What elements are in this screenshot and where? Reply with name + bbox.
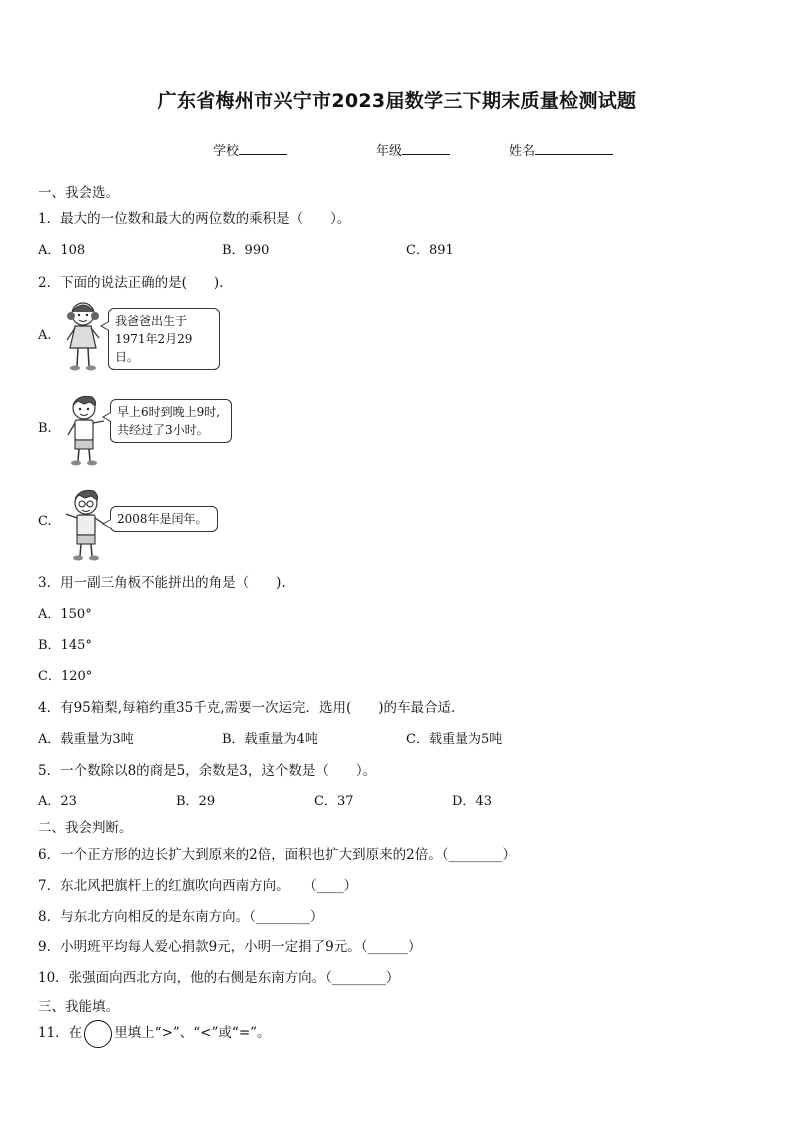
bubble-c-line-1: 2008年是闰年。	[117, 512, 208, 526]
section-heading-2: 二、我会判断。	[38, 820, 133, 836]
q3-option-c[interactable]: C．120°	[38, 669, 93, 684]
q5-option-a[interactable]: A．23	[38, 794, 77, 809]
question-8[interactable]: 8．与东北方向相反的是东南方向。（________）	[38, 909, 324, 925]
question-6[interactable]: 6．一个正方形的边长扩大到原来的2倍，面积也扩大到原来的2倍。（________）	[38, 847, 517, 863]
school-blank[interactable]	[239, 142, 287, 155]
q1-option-a[interactable]: A．108	[38, 243, 86, 258]
q4-option-b[interactable]: B．载重量为4吨	[222, 732, 318, 747]
grade-field	[376, 140, 450, 159]
bubble-a-line-1: 我爸爸出生于	[115, 314, 188, 328]
girl-cartoon-icon	[62, 298, 104, 374]
q2-option-c-speech-bubble	[110, 506, 218, 532]
comparison-circle-blank[interactable]	[84, 1020, 112, 1048]
grade-label: 年级	[376, 144, 403, 159]
q2-option-a-speech-bubble	[108, 308, 220, 370]
section-heading-3: 三、我能填。	[38, 999, 119, 1015]
q3-option-a[interactable]: A．150°	[38, 607, 92, 622]
q5-option-d[interactable]: D．43	[452, 794, 492, 809]
q5-option-b[interactable]: B．29	[176, 794, 216, 809]
q2-option-c-label[interactable]: C.	[38, 514, 52, 529]
name-label: 姓名	[509, 144, 536, 159]
boy-cartoon-icon	[64, 393, 106, 469]
q1-option-c[interactable]: C．891	[406, 243, 454, 258]
question-5: 5．一个数除以8的商是5，余数是3，这个数是（ ）。	[38, 763, 377, 779]
question-2: 2．下面的说法正确的是( ).	[38, 275, 224, 291]
q5-option-c[interactable]: C．37	[314, 794, 354, 809]
name-field	[509, 140, 613, 159]
question-3: 3．用一副三角板不能拼出的角是（ ).	[38, 575, 286, 591]
q11-prefix: 11．在	[38, 1025, 83, 1041]
bubble-a-line-2: 1971年2月29日。	[115, 332, 193, 364]
q11-suffix: 里填上“>”、“<”或“=”。	[114, 1025, 271, 1041]
q3-option-b[interactable]: B．145°	[38, 638, 92, 653]
q1-option-b[interactable]: B．990	[222, 243, 270, 258]
q4-option-c[interactable]: C．载重量为5吨	[406, 732, 503, 747]
question-9[interactable]: 9．小明班平均每人爱心捐款9元，小明一定捐了9元。（______）	[38, 939, 422, 955]
boy-with-glasses-cartoon-icon	[64, 488, 106, 564]
q2-option-a-label[interactable]: A.	[38, 328, 52, 343]
bubble-b-line-2: 共经过了3小时。	[117, 423, 209, 437]
page-title: 广东省梅州市兴宁市2023届数学三下期末质量检测试题	[157, 90, 637, 112]
name-blank[interactable]	[535, 142, 613, 155]
question-1: 1．最大的一位数和最大的两位数的乘积是（ ）。	[38, 211, 351, 227]
question-11	[38, 1019, 271, 1048]
school-label: 学校	[213, 144, 240, 159]
q2-option-b-label[interactable]: B.	[38, 421, 52, 436]
question-4: 4．有95箱梨,每箱约重35千克,需要一次运完．选用( )的车最合适．	[38, 700, 465, 716]
bubble-b-line-1: 早上6时到晚上9时,	[117, 405, 221, 419]
question-10[interactable]: 10．张强面向西北方向，他的右侧是东南方向。（________）	[38, 970, 400, 986]
grade-blank[interactable]	[402, 142, 450, 155]
section-heading-1: 一、我会选。	[38, 185, 119, 201]
question-7[interactable]: 7．东北风把旗杆上的红旗吹向西南方向。 （____）	[38, 878, 358, 894]
q4-option-a[interactable]: A．载重量为3吨	[38, 732, 134, 747]
school-field	[213, 140, 287, 159]
q2-option-b-speech-bubble	[110, 399, 232, 443]
